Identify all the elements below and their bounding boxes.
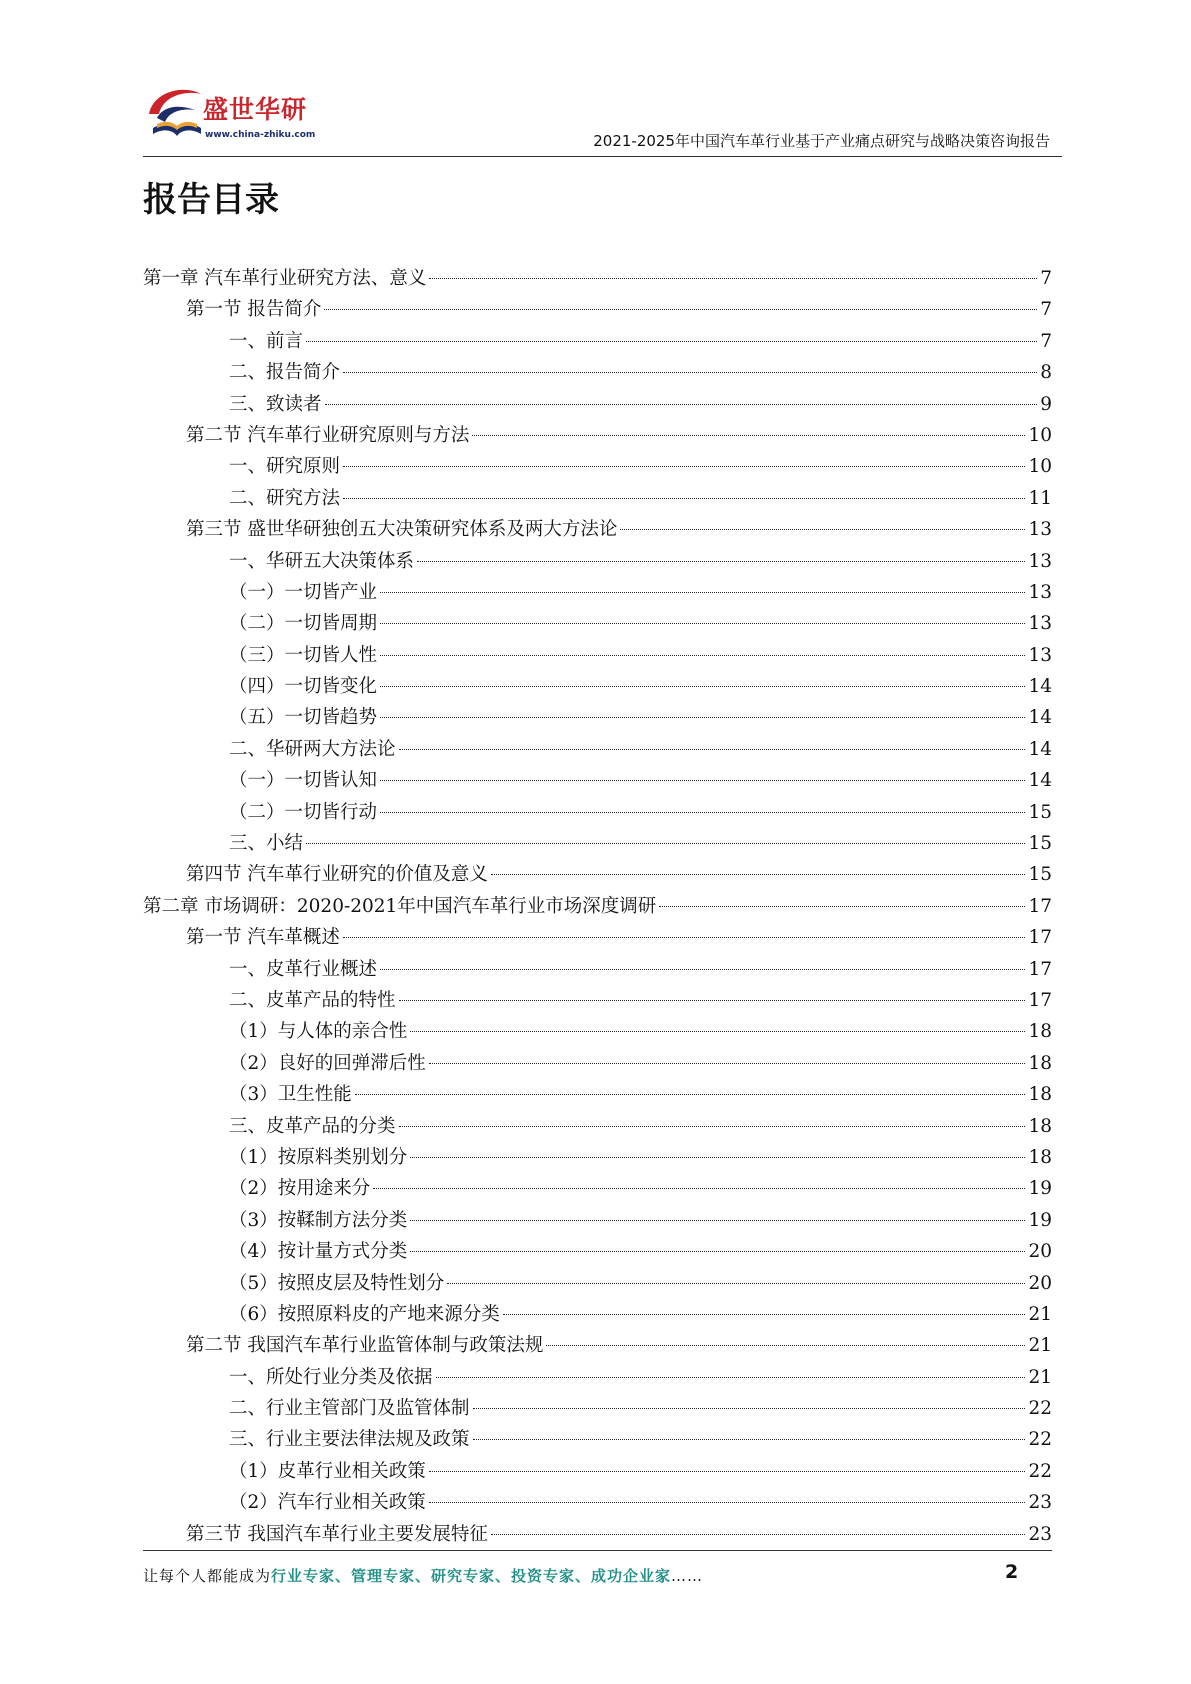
toc-dot-leader [429,278,1037,279]
toc-dot-leader [491,874,1026,875]
toc-entry-title: 第一节 报告简介 [186,299,322,321]
toc-dot-leader [306,843,1025,844]
toc-dot-leader [343,466,1025,467]
toc-entry[interactable] [143,1456,1052,1487]
toc-entry[interactable] [143,263,1052,294]
toc-entry-title: 三、小结 [229,833,304,855]
page-header [143,82,1062,157]
toc-entry-title: （2）良好的回弹滞后性 [229,1052,426,1074]
slogan-suffix: …… [671,1567,704,1585]
toc-dot-leader [410,1251,1025,1252]
report-title: 2021-2025年中国汽车革行业基于产业痛点研究与战略决策咨询报告 [593,132,1050,150]
toc-dot-leader [429,1063,1026,1064]
toc-dot-leader [410,1157,1025,1158]
slogan-accent: 行业专家、管理专家、研究专家、投资专家、成功企业家 [271,1567,672,1585]
logo-text: 盛世华研 [203,95,308,124]
toc-entry[interactable] [143,859,1052,890]
toc-dot-leader [324,309,1037,310]
toc-entry-title: 第二章 市场调研：2020-2021年中国汽车革行业市场深度调研 [143,895,657,917]
toc-entry[interactable] [143,1236,1052,1267]
toc-entry-page: 18 [1028,1084,1052,1106]
toc-entry-page: 18 [1028,1021,1052,1043]
page-title: 报告目录 [143,180,279,220]
toc-dot-leader [491,1534,1026,1535]
toc-entry-page: 7 [1040,299,1052,321]
toc-dot-leader [343,498,1025,499]
page-number: 2 [1005,1561,1019,1583]
toc-entry-title: 一、华研五大决策体系 [229,550,415,572]
toc-entry-title: 第二节 我国汽车革行业监管体制与政策法规 [186,1335,544,1357]
toc-entry-title: （1）皮革行业相关政策 [229,1460,426,1482]
toc-entry-page: 11 [1028,487,1052,509]
toc-entry[interactable] [143,828,1052,859]
toc-entry[interactable] [143,671,1052,702]
toc-entry-page: 21 [1028,1335,1052,1357]
toc-entry-title: 第三节 盛世华研独创五大决策研究体系及两大方法论 [186,519,618,541]
toc-entry-page: 19 [1028,1209,1052,1231]
toc-dot-leader [447,1283,1025,1284]
toc-entry[interactable] [143,1424,1052,1455]
toc-entry[interactable] [143,357,1052,388]
toc-entry-title: （四）一切皆变化 [229,676,378,698]
toc-dot-leader [380,969,1025,970]
toc-entry[interactable] [143,734,1052,765]
toc-entry-page: 14 [1028,738,1052,760]
toc-entry-page: 17 [1028,927,1052,949]
book-swoosh-logo-icon [143,84,207,144]
toc-entry[interactable] [143,1519,1052,1550]
slogan-prefix: 让每个人都能成为 [143,1567,272,1585]
toc-entry-title: 第一节 汽车革概述 [186,927,340,949]
toc-dot-leader [380,686,1025,687]
toc-entry-page: 13 [1028,644,1052,666]
footer-slogan [143,1565,703,1586]
toc-dot-leader [380,592,1025,593]
toc-dot-leader [472,435,1025,436]
toc-entry-page: 10 [1028,424,1052,446]
toc-entry[interactable] [143,702,1052,733]
toc-dot-leader [373,1188,1025,1189]
toc-entry[interactable] [143,1142,1052,1173]
toc-dot-leader [473,1439,1026,1440]
toc-entry[interactable] [143,294,1052,325]
toc-entry-page: 17 [1028,989,1052,1011]
toc-entry[interactable] [143,1299,1052,1330]
toc-dot-leader [620,529,1025,530]
toc-entry[interactable] [143,954,1052,985]
toc-entry[interactable] [143,1268,1052,1299]
toc-entry-page: 22 [1028,1398,1052,1420]
toc-entry-title: （一）一切皆认知 [229,770,378,792]
toc-dot-leader [503,1314,1026,1315]
toc-entry-title: （5）按照皮层及特性划分 [229,1272,445,1294]
toc-dot-leader [355,1094,1026,1095]
toc-entry-title: 二、行业主管部门及监管体制 [229,1398,470,1420]
toc-entry-page: 10 [1028,456,1052,478]
toc-entry[interactable] [143,483,1052,514]
toc-dot-leader [380,623,1025,624]
toc-entry-title: 二、皮革产品的特性 [229,989,396,1011]
toc-entry-page: 13 [1028,581,1052,603]
toc-entry[interactable] [143,1079,1052,1110]
toc-entry-title: 三、皮革产品的分类 [229,1115,396,1137]
toc-entry-title: （6）按照原料皮的产地来源分类 [229,1303,500,1325]
toc-entry-title: 一、皮革行业概述 [229,958,378,980]
toc-entry-page: 18 [1028,1052,1052,1074]
toc-entry-page: 18 [1028,1146,1052,1168]
toc-dot-leader [343,372,1037,373]
toc-dot-leader [417,561,1025,562]
toc-entry-title: （3）按鞣制方法分类 [229,1209,408,1231]
toc-dot-leader [399,749,1026,750]
toc-entry[interactable] [143,420,1052,451]
toc-entry-page: 20 [1028,1272,1052,1294]
toc-entry-title: 二、华研两大方法论 [229,738,396,760]
logo-url: www.china-zhiku.com [205,130,316,140]
toc-entry[interactable] [143,797,1052,828]
toc-dot-leader [380,780,1025,781]
toc-entry-title: （2）按用途来分 [229,1178,371,1200]
toc-entry-page: 23 [1028,1523,1052,1545]
toc-entry-page: 22 [1028,1429,1052,1451]
toc-entry-title: （1）与人体的亲合性 [229,1021,408,1043]
toc-entry[interactable] [143,985,1052,1016]
toc-entry-page: 15 [1028,864,1052,886]
toc-entry-title: （一）一切皆产业 [229,581,378,603]
table-of-contents [143,263,1052,1550]
toc-dot-leader [473,1408,1026,1409]
toc-dot-leader [380,717,1025,718]
company-logo [143,82,333,150]
toc-entry[interactable] [143,1330,1052,1361]
toc-dot-leader [399,1126,1026,1127]
toc-entry[interactable] [143,1048,1052,1079]
toc-entry-title: （2）汽车行业相关政策 [229,1492,426,1514]
toc-entry-title: 第三节 我国汽车革行业主要发展特征 [186,1523,488,1545]
toc-entry[interactable] [143,326,1052,357]
toc-entry-page: 21 [1028,1366,1052,1388]
toc-entry-title: （二）一切皆行动 [229,801,378,823]
toc-dot-leader [410,1031,1025,1032]
toc-entry-page: 8 [1040,362,1052,384]
toc-entry-page: 20 [1028,1241,1052,1263]
toc-dot-leader [429,1502,1026,1503]
toc-dot-leader [399,1000,1026,1001]
toc-entry[interactable] [143,1362,1052,1393]
toc-entry-title: 一、前言 [229,330,304,352]
toc-entry-title: （1）按原料类别划分 [229,1146,408,1168]
toc-entry[interactable] [143,1487,1052,1518]
toc-entry[interactable] [143,1393,1052,1424]
toc-entry[interactable] [143,389,1052,420]
toc-dot-leader [343,937,1026,938]
toc-entry-page: 14 [1028,770,1052,792]
toc-entry-title: （二）一切皆周期 [229,613,378,635]
toc-entry-title: 二、研究方法 [229,487,341,509]
toc-entry[interactable] [143,891,1052,922]
toc-dot-leader [380,655,1025,656]
toc-entry[interactable] [143,546,1052,577]
toc-entry-title: 第四节 汽车革行业研究的价值及意义 [186,864,488,886]
toc-dot-leader [325,404,1038,405]
toc-entry-title: 二、报告简介 [229,362,341,384]
toc-entry[interactable] [143,1016,1052,1047]
toc-entry-page: 18 [1028,1115,1052,1137]
toc-entry[interactable] [143,765,1052,796]
toc-entry-title: （五）一切皆趋势 [229,707,378,729]
toc-entry[interactable] [143,640,1052,671]
footer-divider [143,1550,1052,1551]
toc-entry-title: （4）按计量方式分类 [229,1241,408,1263]
toc-dot-leader [429,1471,1026,1472]
toc-entry[interactable] [143,514,1052,545]
toc-entry-title: 一、所处行业分类及依据 [229,1366,433,1388]
toc-entry-title: 三、行业主要法律法规及政策 [229,1429,470,1451]
toc-dot-leader [546,1345,1025,1346]
toc-dot-leader [306,341,1037,342]
toc-entry-page: 9 [1040,393,1052,415]
toc-entry-title: 第一章 汽车革行业研究方法、意义 [143,268,427,289]
toc-dot-leader [436,1377,1026,1378]
toc-entry-page: 21 [1028,1303,1052,1325]
toc-entry-page: 13 [1028,613,1052,635]
toc-entry-page: 17 [1028,958,1052,980]
toc-entry[interactable] [143,451,1052,482]
toc-entry-page: 7 [1040,330,1052,352]
toc-entry-page: 23 [1028,1492,1052,1514]
toc-entry[interactable] [143,1111,1052,1142]
toc-entry-page: 15 [1028,801,1052,823]
toc-entry[interactable] [143,608,1052,639]
toc-entry[interactable] [143,577,1052,608]
toc-entry-title: （3）卫生性能 [229,1084,352,1106]
toc-entry-page: 13 [1028,519,1052,541]
toc-entry-page: 13 [1028,550,1052,572]
toc-dot-leader [410,1220,1025,1221]
toc-entry[interactable] [143,1173,1052,1204]
toc-entry[interactable] [143,922,1052,953]
toc-entry-page: 14 [1028,676,1052,698]
toc-entry-page: 17 [1028,895,1052,917]
toc-dot-leader [659,906,1025,907]
toc-entry[interactable] [143,1205,1052,1236]
toc-entry-page: 15 [1028,833,1052,855]
toc-entry-page: 19 [1028,1178,1052,1200]
toc-entry-title: 三、致读者 [229,393,322,415]
header-divider [143,156,1062,157]
toc-entry-title: （三）一切皆人性 [229,644,378,666]
toc-entry-page: 7 [1040,268,1052,289]
toc-entry-page: 22 [1028,1460,1052,1482]
toc-dot-leader [380,812,1025,813]
toc-entry-title: 第二节 汽车革行业研究原则与方法 [186,424,470,446]
toc-entry-title: 一、研究原则 [229,456,341,478]
toc-entry-page: 14 [1028,707,1052,729]
